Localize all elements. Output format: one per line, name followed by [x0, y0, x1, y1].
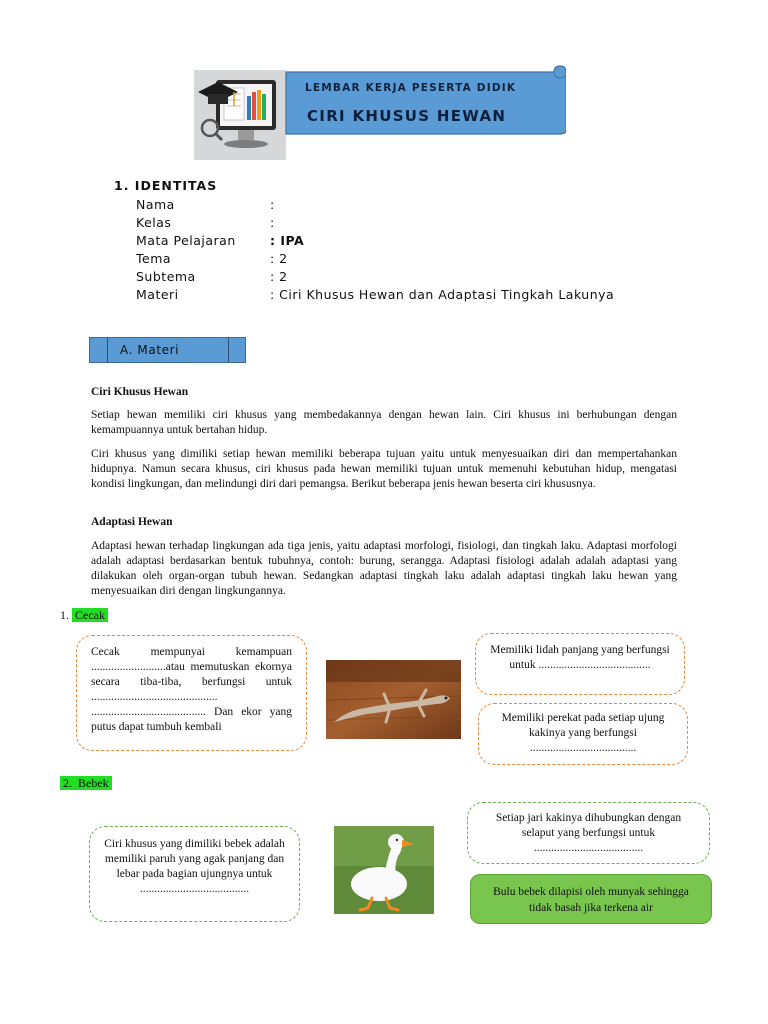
cecak-label	[60, 608, 108, 623]
header-logo	[194, 70, 286, 160]
bebek-name: Bebek	[75, 776, 112, 790]
bebek-box-selaput-text: Setiap jari kakinya dihubungkan dengan selaput yang berfungsi untuk ......................................	[495, 812, 682, 854]
id-value-nama: :	[270, 197, 275, 212]
bebek-box-bulu	[470, 874, 712, 924]
ciri-heading: Ciri Khusus Hewan	[91, 386, 189, 398]
id-value-kelas: :	[270, 215, 275, 230]
gecko-image	[326, 660, 461, 739]
section-a-bar	[89, 337, 246, 363]
id-label-tema: Tema	[136, 251, 172, 266]
id-value-materi: : Ciri Khusus Hewan dan Adaptasi Tingkah Lakunya	[270, 287, 615, 302]
ciri-paragraph-2: Ciri khusus yang dimiliki setiap hewan memiliki beberapa tujuan yaitu untuk menyesuaikan diri dan mempertahankan hidupnya. Namun secara khusus, ciri khusus pada hewan memiliki tujuan untuk memenuhi kebutuhan hidup, mengatasi kondisi lingkungan, dan melindungi diri dari pemangsa. Berikut beberapa jenis hewan beserta ciri khususnya.	[91, 448, 677, 490]
cecak-box-ekor-text: Cecak mempunyai kemampuan ..........................atau memutuskan ekornya secara tiba-tiba, berfungsi untuk ............................................ ........................................ Dan ekor yang putus dapat tumbuh kembali	[91, 646, 292, 733]
cecak-number: 1.	[60, 608, 69, 622]
cecak-name: Cecak	[72, 608, 108, 622]
bebek-box-selaput	[467, 802, 710, 864]
cecak-box-perekat	[478, 703, 688, 765]
banner-title: CIRI KHUSUS HEWAN	[307, 107, 507, 125]
id-value-mapel: : IPA	[270, 233, 305, 248]
ciri-paragraph-1: Setiap hewan memiliki ciri khusus yang membedakannya dengan hewan lain. Ciri khusus ini berhubungan dengan kemampuannya untuk bertahan hidup.	[91, 409, 677, 436]
bebek-photo	[334, 826, 434, 914]
bebek-box-paruh-text: Ciri khusus yang dimiliki bebek adalah memiliki paruh yang agak panjang dan lebar pada bagian ujungnya untuk ......................................	[104, 838, 285, 895]
bebek-box-paruh	[89, 826, 300, 922]
banner-subtitle: LEMBAR KERJA PESERTA DIDIK	[305, 82, 517, 94]
adaptasi-heading: Adaptasi Hewan	[91, 516, 173, 528]
cecak-box-lidah-text: Memiliki lidah panjang yang berfungsi untuk .......................................	[490, 644, 670, 671]
id-value-tema: : 2	[270, 251, 288, 266]
id-label-nama: Nama	[136, 197, 175, 212]
section-a-label: A. Materi	[120, 343, 180, 357]
adaptasi-paragraph-1: Adaptasi hewan terhadap lingkungan ada tiga jenis, yaitu adaptasi morfologi, fisiologi, dan tingkah laku. Adaptasi morfologi adalah adaptasi berdasarkan bentuk tubuhnya, contoh: burung, serangga. Adaptasi fisiologi adalah adalah adaptasi yang dilakukan oleh organ-organ tubuh hewan. Sedangkan adaptasi tingkah laku adalah adaptasi tingkah laku hewan yang menyesuaikan diri dengan lingkungannya.	[91, 540, 677, 597]
bebek-box-bulu-text: Bulu bebek dilapisi oleh munyak sehingga tidak basah jika terkena air	[493, 886, 689, 914]
title-banner	[284, 64, 566, 136]
id-label-subtema: Subtema	[136, 269, 196, 284]
duck-image	[334, 826, 434, 914]
graduation-monitor-icon	[194, 70, 286, 160]
id-label-mapel: Mata Pelajaran	[136, 233, 236, 248]
cecak-photo	[326, 660, 461, 739]
bebek-number: 2.	[60, 776, 75, 790]
cecak-box-ekor	[76, 635, 307, 751]
id-label-materi: Materi	[136, 287, 179, 302]
cecak-box-perekat-text: Memiliki perekat pada setiap ujung kakinya yang berfungsi .....................................	[501, 712, 665, 754]
id-label-kelas: Kelas	[136, 215, 172, 230]
cecak-box-lidah	[475, 633, 685, 695]
bebek-label	[60, 776, 112, 791]
id-value-subtema: : 2	[270, 269, 288, 284]
identitas-heading: 1. IDENTITAS	[114, 178, 218, 193]
